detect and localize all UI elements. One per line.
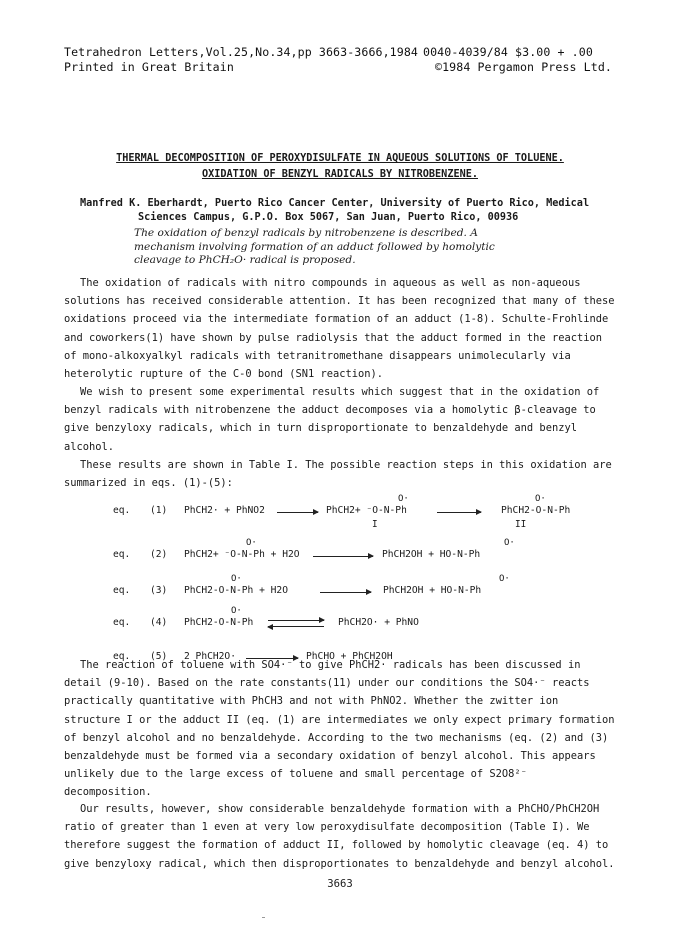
eq-label: eq. — [113, 651, 131, 662]
eq-label: eq. — [113, 617, 131, 628]
eq-number: (4) — [150, 617, 168, 628]
copyright-line: ©1984 Pergamon Press Ltd. — [435, 60, 613, 74]
eq-reactants: PhCH2+ ⁻O-N-Ph + H2O — [184, 549, 300, 560]
journal-price-copyright — [423, 45, 612, 75]
price-line: 0040-4039/84 $3.00 + .00 — [423, 45, 593, 59]
n-oxide-radical: O· — [499, 574, 510, 584]
eq-reactants: PhCH2-O-N-Ph — [184, 617, 254, 628]
journal-citation — [64, 45, 418, 75]
paragraph-conclusion: Our results, however, show considerable benzaldehyde formation with a PhCHO/PhCH2OH ratio of greater than 1 even at very low peroxydisulfate decomposition (Table I). We therefore suggest the formation of adduct II, followed by homolytic cleavage (eq. 4) to give benzyloxy radical, which then disproportionates to benzaldehyde and benzyl alcohol. — [64, 803, 615, 870]
eq-reactants: 2 PhCH2O· — [184, 651, 236, 662]
paragraph-intro: The oxidation of radicals with nitro compounds in aqueous as well as non-aqueous solutions has received considerable attention. It has been recognized that many of these oxidations proceed via the intermediate formation of an adduct (1-8). Schulte-Frohlinde and coworkers(1) have shown by pulse radiolysis that the adduct formed in the reaction of mono-alkoxyalkyl radicals with tetranitromethane disappears unimolecularly via heterolytic rupture of the C-0 bond (SN1 reaction). — [64, 277, 615, 381]
eq-reactants: PhCH2-O-N-Ph + H2O — [184, 585, 288, 596]
eq-label: eq. — [113, 585, 131, 596]
eq-products: PhCH2O· + PhNO — [338, 617, 419, 628]
article-title-line2: OXIDATION OF BENZYL RADICALS BY NITROBENZENE. — [201, 169, 478, 180]
n-oxide-radical: O· — [398, 494, 409, 504]
eq-intermediate: PhCH2+ ⁻O-N-Ph — [326, 505, 407, 516]
author-line2: Sciences Campus, G.P.O. Box 5067, San Juan, Puerto Rico, 00936 — [138, 212, 519, 223]
n-oxide-radical: O· — [246, 538, 257, 548]
eq-product: PhCH2-O-N-Ph — [501, 505, 571, 516]
citation-line: Tetrahedron Letters,Vol.25,No.34,pp 3663-3666,1984 — [64, 45, 419, 59]
eq-number: (3) — [150, 585, 168, 596]
eq-number: (2) — [150, 549, 168, 560]
reaction-arrow — [313, 556, 373, 557]
n-oxide-radical: O· — [504, 538, 515, 548]
reaction-arrow — [437, 512, 481, 513]
n-oxide-radical: O· — [535, 494, 546, 504]
reaction-arrow — [277, 512, 318, 513]
abstract — [134, 227, 574, 268]
printed-in: Printed in Great Britain — [64, 60, 234, 74]
page-number: 3663 — [327, 878, 353, 890]
scan-mark — [262, 917, 265, 918]
n-oxide-radical: O· — [231, 606, 242, 616]
equation-1 — [0, 486, 680, 516]
eq-products: PhCH2OH + HO-N-Ph — [383, 585, 482, 596]
eq-number: (5) — [150, 651, 168, 662]
paragraph-table-intro: These results are shown in Table I. The possible reaction steps in this oxidation are summarized in eqs. (1)-(5): — [64, 459, 612, 490]
structure-label-i: I — [372, 519, 378, 530]
n-oxide-radical: O· — [231, 574, 242, 584]
reaction-arrow — [320, 592, 371, 593]
equation-3 — [0, 566, 680, 596]
structure-label-ii: II — [515, 519, 527, 530]
eq-reactants: PhCH2· + PhNO2 — [184, 505, 265, 516]
eq-products: PhCHO + PhCH2OH — [306, 651, 393, 662]
eq-products: PhCH2OH + HO-N-Ph — [382, 549, 481, 560]
eq-label: eq. — [113, 549, 131, 560]
eq-label: eq. — [113, 505, 131, 516]
author-line1: Manfred K. Eberhardt, Puerto Rico Cancer Center, University of Puerto Rico, Medical — [80, 198, 590, 209]
equation-4 — [0, 598, 680, 628]
author-affiliation — [80, 197, 620, 225]
article-title-line1: THERMAL DECOMPOSITION OF PEROXYDISULFATE IN AQUEOUS SOLUTIONS OF TOLUENE. — [116, 153, 564, 164]
paragraph-discussion: The reaction of toluene with SO4·⁻ to give PhCH2· radicals has been discussed in detail (9-10). Based on the rate constants(11) under our conditions the SO4·⁻ reacts practically quantitative with PhCH3 and not with PhNO2. Whether the zwitter ion structure I or the adduct II (eq. (1) are intermediates we only expect primary formation of benzyl alcohol and no benzaldehyde. According to the two mechanisms (eq. (2) and (3) benzaldehyde must be formed via a secondary oxidation of benzyl alcohol. This appears unlikely due to the large excess of toluene and small percentage of S2O8²⁻ decomposition. — [64, 659, 615, 799]
eq-number: (1) — [150, 505, 168, 516]
paragraph-results: We wish to present some experimental results which suggest that in the oxidation of benzyl radicals with nitrobenzene the adduct decomposes via a homolytic β-cleavage to give benzyloxy radicals, which in turn disproportionate to benzaldehyde and benzyl alcohol. — [64, 386, 600, 453]
equilibrium-arrow — [268, 620, 324, 627]
abstract-line3: cleavage to PhCH₂O· radical is proposed. — [134, 254, 356, 266]
equation-2 — [0, 530, 680, 560]
abstract-line2: mechanism involving formation of an adduct followed by homolytic — [134, 240, 495, 253]
abstract-line1: The oxidation of benzyl radicals by nitrobenzene is described. A — [134, 227, 478, 239]
